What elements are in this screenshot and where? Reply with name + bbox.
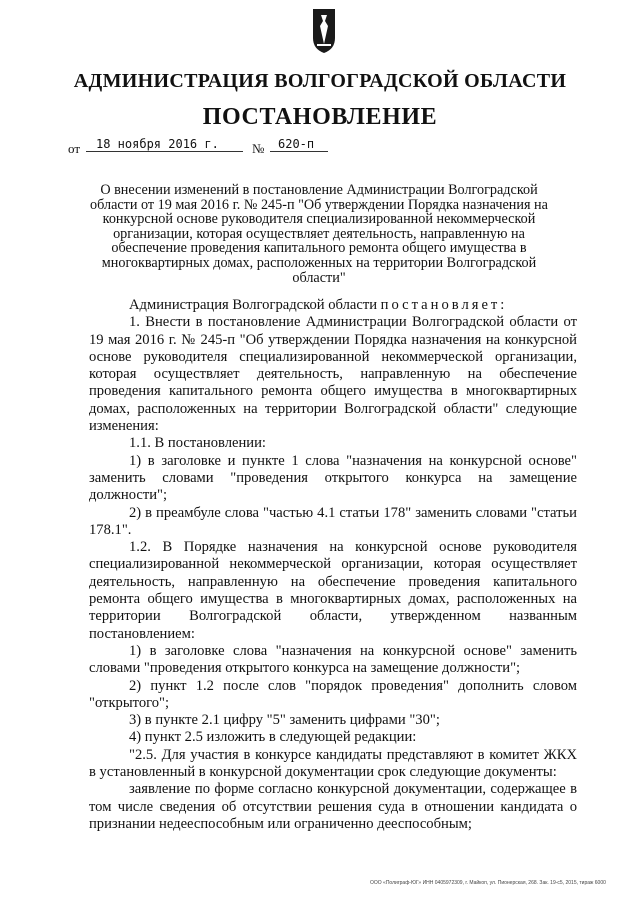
document-type-title: ПОСТАНОВЛЕНИЕ [202, 104, 438, 130]
body-paragraph: 1. Внести в постановление Администрации Волгоградской области от 19 мая 2016 г. № 245-п "Об утверждении Порядка назначения на конкурсной основе руководителя специализированной некоммерческой организации, которая осуществляет деятельность, направленную на обеспечение проведения капитального ремонта общего имущества в многоквартирных домах, расположенных на территории Волгоградской области" следующие изменения: [89, 314, 577, 435]
body-paragraph: 1.1. В постановлении: [129, 435, 266, 452]
document-body [89, 297, 577, 833]
body-paragraph: 2) в преамбуле слова "частью 4.1 статьи 178" заменить словами "статьи 178.1". [89, 504, 577, 538]
coat-of-arms-icon [312, 8, 336, 54]
body-paragraph: 4) пункт 2.5 изложить в следующей редакции: [129, 729, 417, 746]
body-paragraph: "2.5. Для участия в конкурсе кандидаты представляют в комитет ЖКХ в установленный в конкурсной документации срок следующие документы: [89, 746, 577, 781]
intro-action: постановляет: [380, 297, 508, 313]
document-date: 18 ноября 2016 г. [96, 137, 219, 151]
document-subject: О внесении изменений в постановление Администрации Волгоградской области от 19 мая 2016 г. № 245-п "Об утверждении Порядка назначения на конкурсной основе руководителя специализированной некоммерческой организации, которая осуществляет деятельность, направленную на обеспечение проведения капитального ремонта общего имущества в многоквартирных домах, расположенных на территории Волгоградской области" [90, 182, 548, 286]
body-paragraph: 2) пункт 1.2 после слов "порядок проведения" дополнить словом "открытого"; [89, 677, 577, 711]
number-label: № [252, 141, 265, 156]
body-paragraph: 1) в заголовке слова "назначения на конкурсной основе" заменить словами "проведения открытого конкурса на замещение должности"; [89, 642, 577, 677]
body-paragraph: 1.2. В Порядке назначения на конкурсной основе руководителя специализированной некоммерческой организации, которая осуществляет деятельность, направленную на обеспечение проведения капитального ремонта общего имущества в многоквартирных домах, расположенных на территории Волгоградской области, утвержденном названным постановлением: [89, 539, 577, 642]
printer-footer: ООО «Полиграф-ЮГ» ИНН 0405972309, г. Майкоп, ул. Пионерская, 268. Зак. 19-с5, 2015, тираж 6000 [370, 880, 606, 886]
body-paragraph: 3) в пункте 2.1 цифру "5" заменить цифрами "30"; [129, 712, 440, 729]
organization-title: АДМИНИСТРАЦИЯ ВОЛГОГРАДСКОЙ ОБЛАСТИ [73, 70, 567, 92]
intro-paragraph [89, 297, 577, 314]
intro-text: Администрация Волгоградской области [129, 297, 381, 313]
body-paragraph: 1) в заголовке и пункте 1 слова "назначения на конкурсной основе" заменить словами "проведения открытого конкурса на замещение должности"; [89, 452, 577, 504]
document-number: 620-п [278, 137, 315, 151]
date-from-label: от [68, 141, 81, 156]
body-paragraph: заявление по форме согласно конкурсной документации, содержащее в том числе сведения об отсутствии решения суда в отношении кандидата о признании недееспособным или ограниченно дееспособным; [89, 781, 577, 832]
